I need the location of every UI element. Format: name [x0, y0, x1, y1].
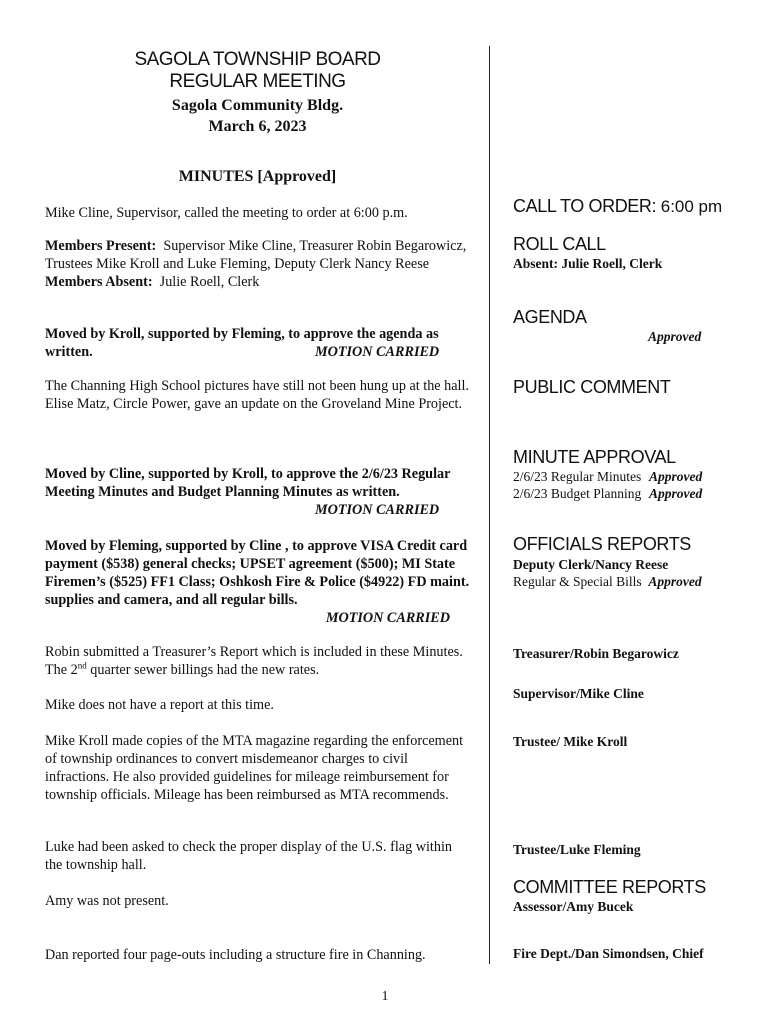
minute-item-2-status: Approved [649, 486, 703, 501]
minutes-motion-text: Moved by Cline, supported by Kroll, to approve the 2/6/23 Regular Meeting Minutes and Budget Planning Minutes as written. [45, 466, 451, 500]
document-title-line2: REGULAR MEETING [169, 71, 346, 92]
agenda-status: Approved [648, 329, 702, 344]
minute-approval-item-2 [513, 485, 753, 502]
bills-motion-text: Moved by Fleming, supported by Cline , to approve VISA Credit card payment ($538) general checks; UPSET agreement ($500); MI State Firemen’s ($525) FF1 Class; Oshkosh Fire & Police ($4922) FD maint. supplies and camera, and all regular bills. [45, 538, 470, 608]
call-to-order-time: 6:00 pm [660, 197, 723, 216]
members-present-paragraph [45, 237, 470, 291]
sidebar-call-to-order [513, 195, 722, 218]
minute-approval-heading: MINUTE APPROVAL [513, 447, 676, 467]
bills-motion-carried: MOTION CARRIED [325, 610, 450, 626]
meeting-date: March 6, 2023 [208, 118, 307, 135]
assessor-report-text: Amy was not present. [45, 893, 169, 909]
minute-approval-item-1 [513, 468, 753, 485]
agenda-motion-carried: MOTION CARRIED [315, 344, 440, 360]
committee-reports-heading: COMMITTEE REPORTS [513, 877, 706, 897]
fleming-report-text: Luke had been asked to check the proper display of the U.S. flag within the township hall. [45, 839, 452, 873]
officials-reports-heading: OFFICIALS REPORTS [513, 534, 691, 554]
deputy-clerk-label: Deputy Clerk/Nancy Reese [513, 557, 669, 572]
members-absent-label: Members Absent: [45, 274, 153, 290]
treasurer-report-sup: nd [77, 660, 87, 671]
bills-approval-line [513, 573, 753, 590]
minutes-motion-carried: MOTION CARRIED [315, 502, 440, 518]
minutes-label: MINUTES [Approved] [178, 168, 337, 185]
fire-dept-label: Fire Dept./Dan Simondsen, Chief [513, 946, 704, 961]
call-to-order-text: Mike Cline, Supervisor, called the meeting to order at 6:00 p.m. [45, 205, 408, 221]
bills-label: Regular & Special Bills [513, 574, 642, 589]
assessor-label: Assessor/Amy Bucek [513, 899, 634, 914]
minutes-motion [45, 465, 470, 518]
column-divider [489, 46, 490, 964]
members-present-text: Supervisor Mike Cline, Treasurer Robin Begarowicz, Trustees Mike Kroll and Luke Fleming, Deputy Clerk Nancy Reese [45, 238, 467, 272]
roll-call-note: Absent: Julie Roell, Clerk [513, 256, 663, 271]
minute-item-2-label: 2/6/23 Budget Planning [513, 486, 642, 501]
minute-item-1-label: 2/6/23 Regular Minutes [513, 469, 642, 484]
trustee-fleming-label: Trustee/Luke Fleming [513, 842, 641, 857]
members-absent-text: Julie Roell, Clerk [159, 274, 260, 290]
document-title-line1: SAGOLA TOWNSHIP BOARD [134, 49, 381, 70]
bills-status: Approved [648, 574, 702, 589]
agenda-heading: AGENDA [513, 307, 587, 327]
kroll-report-text: Mike Kroll made copies of the MTA magazine regarding the enforcement of township ordinances to convert misdemeanor charges to civil infractions. He also provided guidelines for mileage reimbursement for township officials. Mileage has been reimbursed as MTA recommends. [45, 733, 464, 803]
fire-report-text: Dan reported four page-outs including a structure fire in Channing. [45, 947, 426, 963]
trustee-kroll-label: Trustee/ Mike Kroll [513, 734, 628, 749]
meeting-location: Sagola Community Bldg. [171, 97, 344, 114]
page-number: 1 [381, 989, 389, 1004]
treasurer-label: Treasurer/Robin Begarowicz [513, 646, 679, 661]
bills-motion [45, 537, 470, 627]
treasurer-report-a: Robin submitted a Treasurer’s Report which is included in these Minutes. The 2 [45, 644, 463, 678]
public-comment-heading: PUBLIC COMMENT [513, 377, 671, 397]
members-present-label: Members Present: [45, 238, 157, 254]
minute-item-1-status: Approved [649, 469, 703, 484]
call-to-order-heading: CALL TO ORDER: [513, 196, 657, 216]
roll-call-heading: ROLL CALL [513, 234, 606, 254]
treasurer-report-b: quarter sewer billings had the new rates. [86, 662, 320, 678]
supervisor-report-text: Mike does not have a report at this time. [45, 697, 274, 713]
agenda-motion-text: Moved by Kroll, supported by Fleming, to approve the agenda as written. [45, 326, 439, 360]
public-comment-2: Elise Matz, Circle Power, gave an update on the Groveland Mine Project. [45, 396, 463, 412]
public-comment-1: The Channing High School pictures have still not been hung up at the hall. [45, 378, 469, 394]
treasurer-report-text [45, 643, 470, 679]
agenda-motion [45, 325, 470, 361]
public-comment-paragraph [45, 377, 470, 413]
supervisor-label: Supervisor/Mike Cline [513, 686, 644, 701]
